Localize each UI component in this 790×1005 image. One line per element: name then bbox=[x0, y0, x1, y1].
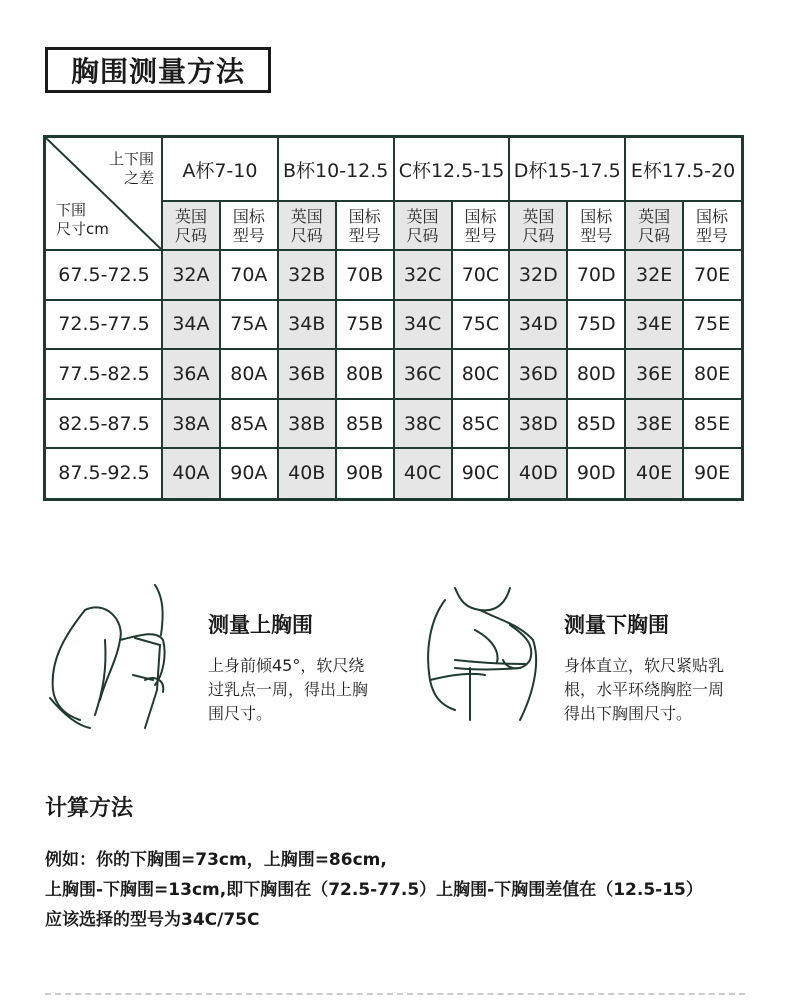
range-cell: 82.5-87.5 bbox=[58, 412, 150, 435]
size-cell: 85A bbox=[230, 412, 268, 435]
size-cell: 90D bbox=[576, 462, 616, 485]
size-cell: 36E bbox=[636, 362, 673, 385]
size-cell: 75B bbox=[346, 313, 384, 336]
size-cell: 40E bbox=[636, 462, 673, 485]
cup-header: C杯12.5-15 bbox=[398, 160, 505, 182]
size-cell: 70C bbox=[461, 263, 500, 286]
range-cell: 87.5-92.5 bbox=[58, 462, 150, 485]
corner-bottom-label: 下围 尺寸cm bbox=[56, 201, 109, 238]
under-bust-instructions: 身体直立，软尺紧贴乳 根，水平环绕胸腔一周 得出下胸围尺寸。 bbox=[564, 656, 725, 723]
corner-top-label: 上下围 之差 bbox=[108, 150, 154, 187]
sub-header: 英国 尺码 bbox=[406, 206, 439, 245]
size-cell: 75D bbox=[576, 313, 616, 336]
sub-header: 国标 型号 bbox=[464, 206, 497, 245]
size-cell: 38C bbox=[403, 412, 442, 435]
cup-header: D杯15-17.5 bbox=[513, 160, 621, 182]
size-cell: 90C bbox=[461, 462, 500, 485]
size-cell: 38B bbox=[288, 412, 326, 435]
size-cell: 80A bbox=[230, 362, 268, 385]
size-cell: 75A bbox=[230, 313, 268, 336]
size-cell: 32C bbox=[403, 263, 442, 286]
size-cell: 34D bbox=[518, 313, 558, 336]
size-cell: 80D bbox=[576, 362, 616, 385]
range-cell: 77.5-82.5 bbox=[58, 362, 150, 385]
size-cell: 90A bbox=[230, 462, 268, 485]
upper-bust-instructions: 上身前倾45°，软尺绕 过乳点一周，得出上胸 围尺寸。 bbox=[208, 656, 369, 723]
sub-header: 国标 型号 bbox=[232, 206, 265, 245]
size-cell: 75E bbox=[693, 313, 731, 336]
size-cell: 36B bbox=[288, 362, 326, 385]
page-title: 胸围测量方法 bbox=[45, 47, 271, 93]
size-chart-table bbox=[43, 135, 744, 501]
size-cell: 80C bbox=[461, 362, 500, 385]
sub-header: 英国 尺码 bbox=[290, 206, 323, 245]
calc-title bbox=[45, 791, 133, 822]
under-bust-title-text: 测量下胸围 bbox=[564, 613, 669, 637]
size-cell: 90B bbox=[346, 462, 384, 485]
size-cell: 36A bbox=[172, 362, 210, 385]
size-cell: 40B bbox=[288, 462, 326, 485]
calc-line-1: 例如：你的下胸围=73cm，上胸围=86cm, bbox=[45, 850, 387, 870]
size-cell: 32E bbox=[636, 263, 673, 286]
cup-header: E杯17.5-20 bbox=[630, 160, 736, 182]
size-cell: 85B bbox=[346, 412, 384, 435]
calc-line-3: 应该选择的型号为34C/75C bbox=[45, 910, 260, 930]
cup-header: A杯7-10 bbox=[182, 160, 258, 182]
size-cell: 34C bbox=[403, 313, 442, 336]
dashed-divider bbox=[45, 993, 745, 995]
size-cell: 32A bbox=[172, 263, 210, 286]
size-cell: 90E bbox=[693, 462, 731, 485]
sub-header: 英国 尺码 bbox=[638, 206, 671, 245]
sub-header: 国标 型号 bbox=[348, 206, 381, 245]
size-cell: 40A bbox=[172, 462, 210, 485]
size-cell: 70D bbox=[576, 263, 616, 286]
size-cell: 85E bbox=[693, 412, 731, 435]
size-cell: 38D bbox=[518, 412, 558, 435]
size-cell: 40D bbox=[518, 462, 558, 485]
size-cell: 80B bbox=[346, 362, 384, 385]
under-bust-measure-illustration bbox=[415, 580, 550, 730]
size-cell: 34E bbox=[636, 313, 673, 336]
size-cell: 32D bbox=[518, 263, 558, 286]
size-cell: 85C bbox=[461, 412, 500, 435]
range-cell: 67.5-72.5 bbox=[58, 263, 150, 286]
size-cell: 80E bbox=[693, 362, 731, 385]
upper-bust-measure-illustration bbox=[45, 580, 180, 730]
size-cell: 70B bbox=[346, 263, 384, 286]
size-cell: 36C bbox=[403, 362, 442, 385]
size-cell: 75C bbox=[461, 313, 500, 336]
size-cell: 70A bbox=[230, 263, 268, 286]
calc-line-2: 上胸围-下胸围=13cm,即下胸围在（72.5-77.5）上胸围-下胸围差值在（12.5-15） bbox=[45, 880, 703, 900]
upper-bust-title-text: 测量上胸围 bbox=[208, 613, 313, 637]
sub-header: 国标 型号 bbox=[580, 206, 613, 245]
range-cell: 72.5-77.5 bbox=[58, 313, 150, 336]
size-cell: 40C bbox=[403, 462, 442, 485]
size-cell: 34B bbox=[288, 313, 326, 336]
size-cell: 85D bbox=[576, 412, 616, 435]
sub-header: 英国 尺码 bbox=[174, 206, 207, 245]
size-cell: 32B bbox=[288, 263, 326, 286]
sub-header: 英国 尺码 bbox=[522, 206, 555, 245]
calc-title-text: 计算方法 bbox=[45, 796, 134, 821]
upper-bust-title bbox=[208, 607, 321, 641]
size-cell: 34A bbox=[172, 313, 210, 336]
cup-header: B杯10-12.5 bbox=[283, 160, 389, 182]
size-cell: 70E bbox=[693, 263, 731, 286]
size-cell: 38A bbox=[172, 412, 210, 435]
size-cell: 38E bbox=[636, 412, 673, 435]
size-cell: 36D bbox=[518, 362, 558, 385]
under-bust-title bbox=[564, 607, 677, 641]
sub-header: 国标 型号 bbox=[696, 206, 729, 245]
